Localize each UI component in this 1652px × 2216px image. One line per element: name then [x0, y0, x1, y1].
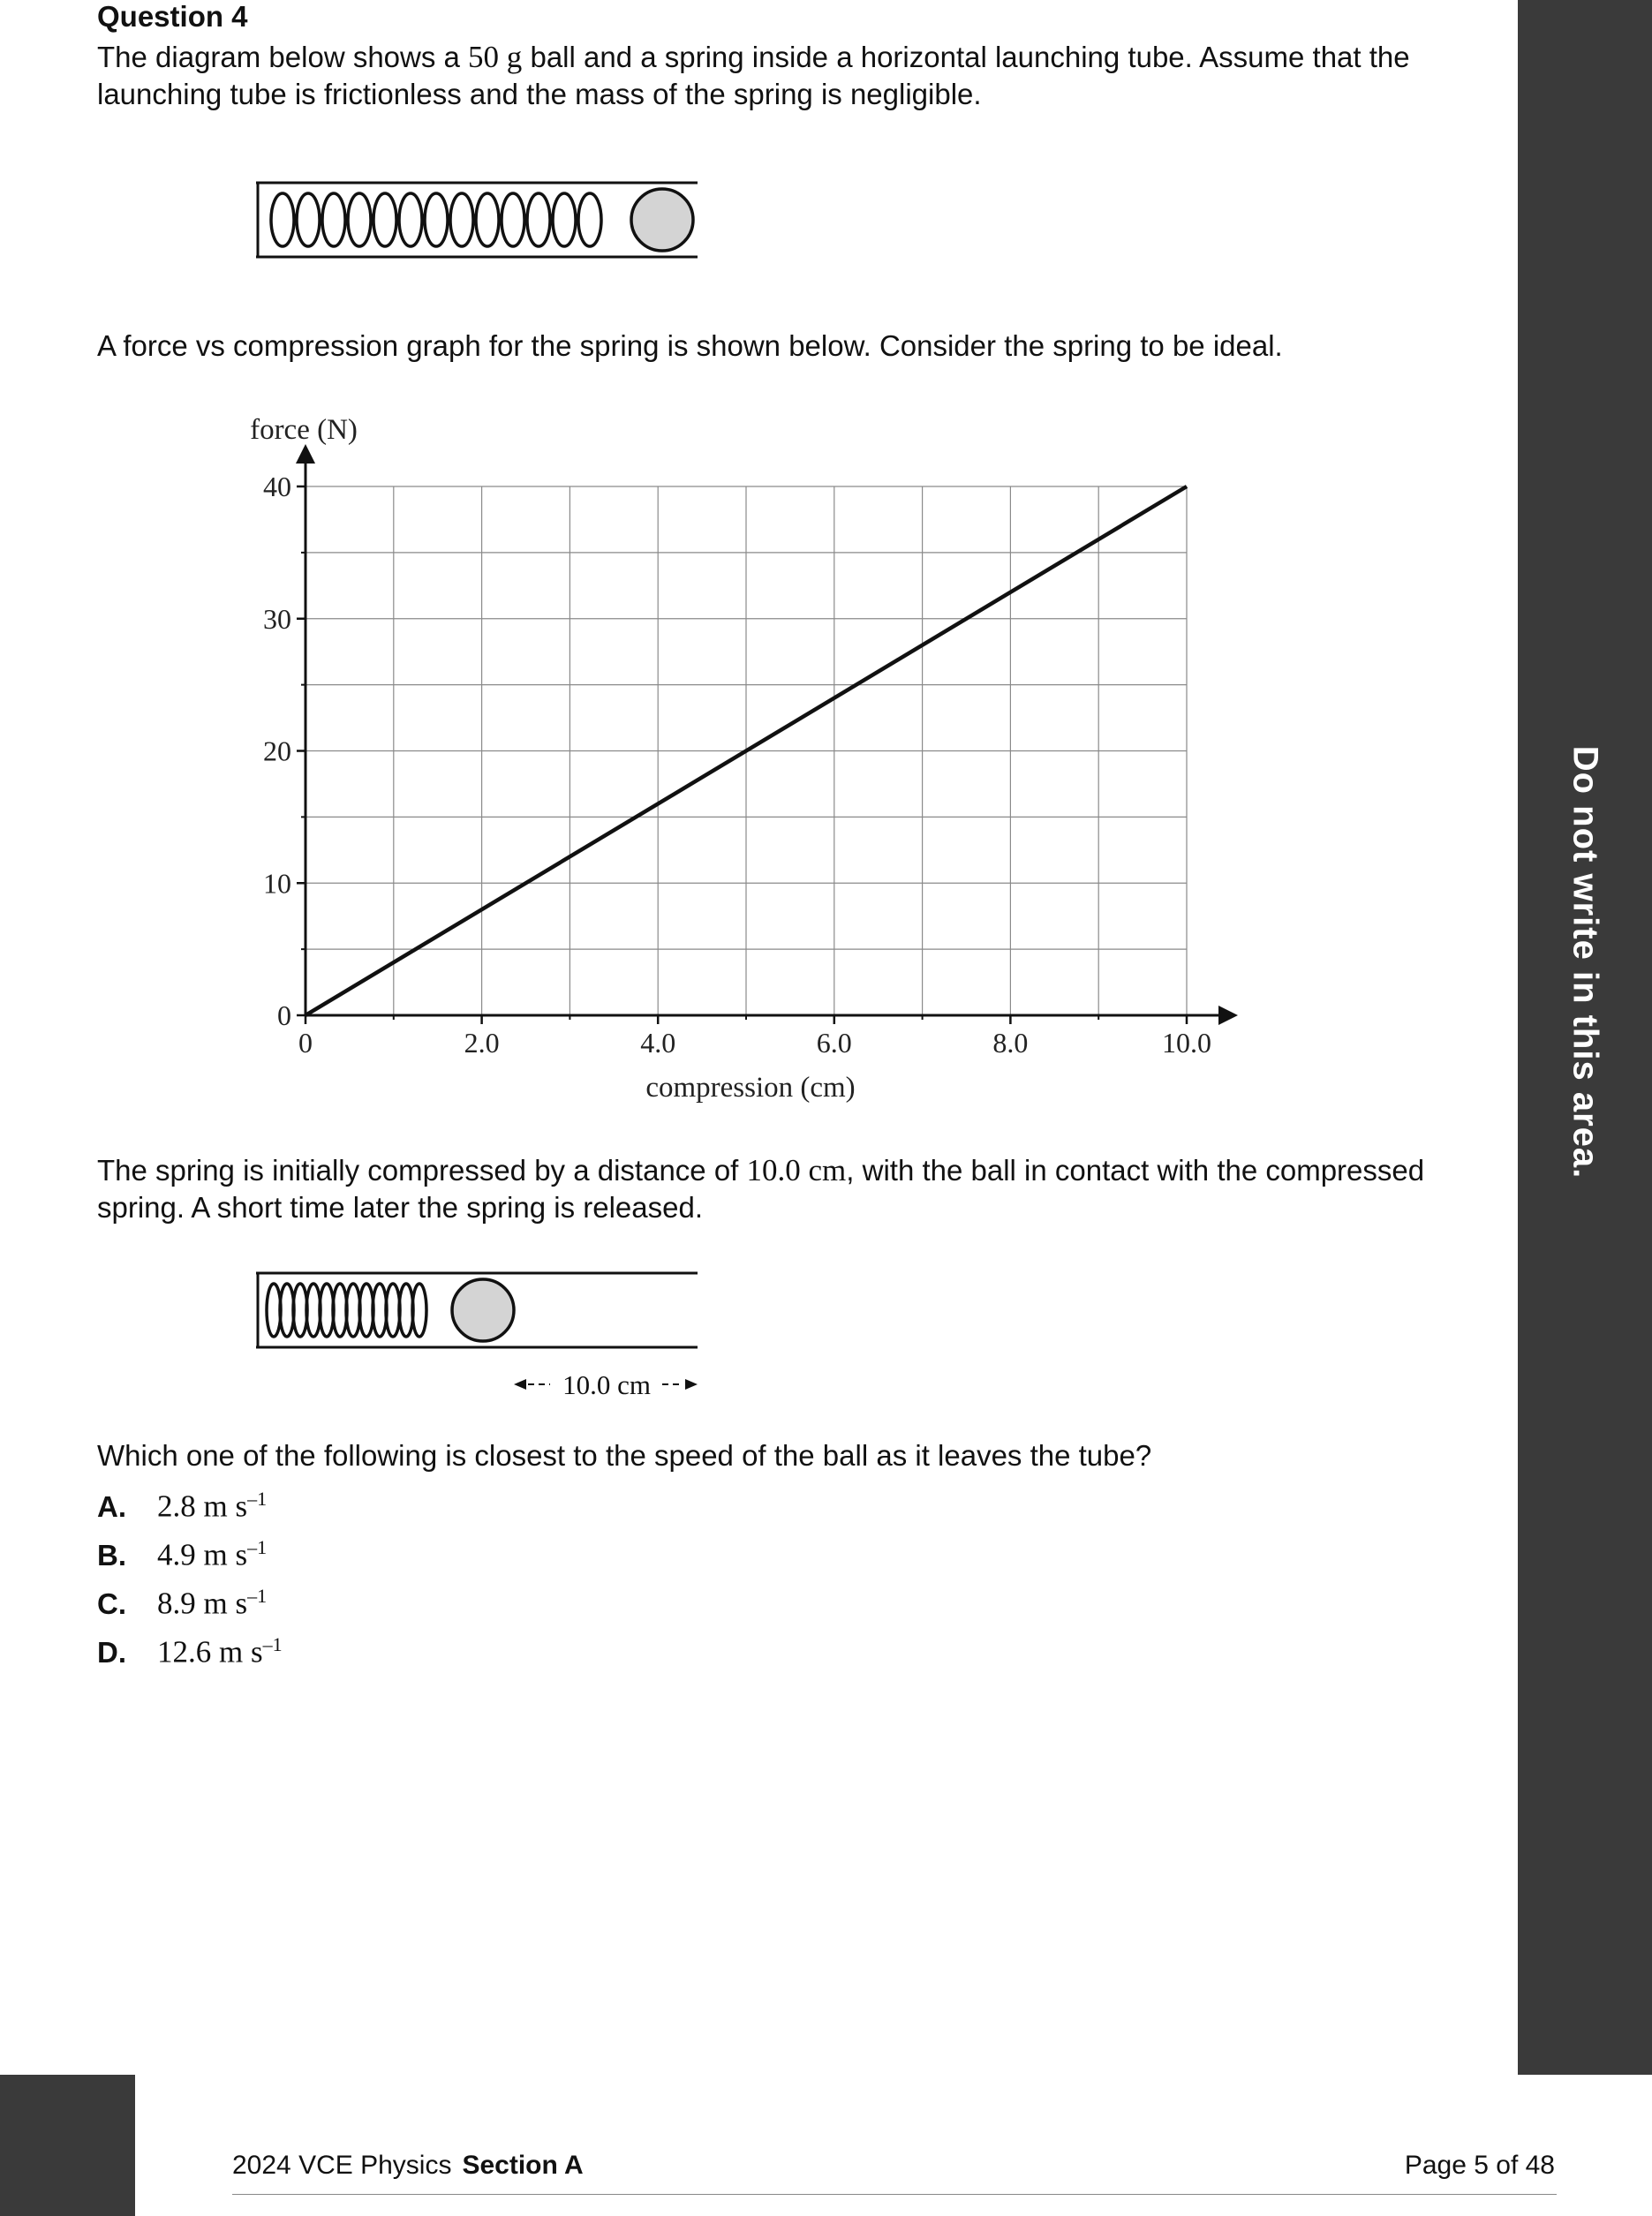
y-tick-label: 40	[263, 471, 291, 502]
x-axis-label: compression (cm)	[645, 1072, 856, 1104]
y-tick-label: 0	[277, 999, 291, 1031]
footer-page-number: Page 5 of 48	[1404, 2151, 1555, 2180]
x-tick-label: 10.0	[1162, 1027, 1211, 1059]
question-title: Question 4	[97, 0, 248, 33]
x-tick-label: 2.0	[464, 1027, 500, 1059]
intro-paragraph: The diagram below shows a 50 g ball and a spring inside a horizontal launching tube. Assume that the launching tube is frictionless and the mass of the spring is negligible.	[97, 40, 1410, 110]
x-axis-arrow	[1218, 1006, 1238, 1025]
y-tick-label: 30	[263, 602, 291, 635]
ball	[452, 1279, 514, 1341]
spring-compressed	[267, 1284, 426, 1337]
compression-value: 10.0 cm	[746, 1153, 847, 1187]
x-tick-label: 6.0	[816, 1027, 852, 1059]
tube-diagram-initial	[247, 172, 706, 269]
y-tick-label: 10	[263, 867, 291, 900]
corner-block	[0, 2075, 135, 2216]
x-tick-label: 8.0	[992, 1027, 1029, 1059]
footer-rule	[232, 2194, 1557, 2195]
graph-intro: A force vs compression graph for the spring is shown below. Consider the spring to be ideal.	[97, 329, 1283, 362]
y-axis-label: force (N)	[250, 414, 358, 446]
x-tick-label: 0	[298, 1027, 313, 1059]
y-tick-label: 20	[263, 735, 291, 767]
tube-diagram-compressed	[247, 1263, 706, 1404]
y-axis-arrow	[296, 444, 315, 464]
compression-paragraph: The spring is initially compressed by a distance of 10.0 cm, with the ball in contact with the compressed spring. A short time later the spring is released.	[97, 1153, 1425, 1224]
spring-relaxed	[271, 193, 601, 246]
ball	[631, 189, 693, 251]
question-prompt: Which one of the following is closest to the speed of the ball as it leaves the tube?	[97, 1439, 1152, 1472]
force-compression-chart	[230, 402, 1254, 1126]
do-not-write-notice: Do not write in this area.	[1565, 745, 1605, 1180]
mass-value: 50 g	[468, 40, 523, 74]
compression-label: 10.0 cm	[562, 1369, 651, 1400]
footer-exam: 2024 VCE Physics Section A	[232, 2151, 584, 2180]
x-tick-label: 4.0	[640, 1027, 676, 1059]
